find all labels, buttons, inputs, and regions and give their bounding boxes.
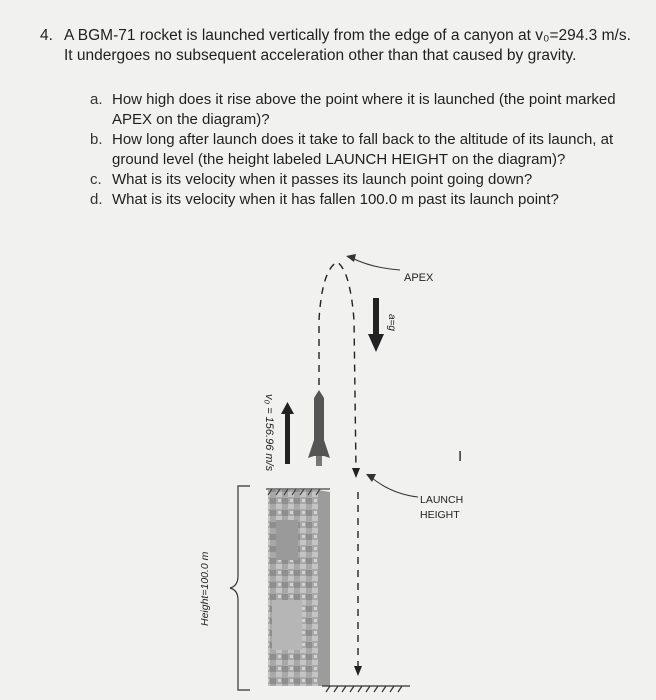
part-letter: a.	[90, 91, 103, 108]
acceleration-label: a=g	[386, 314, 397, 331]
apex-label: APEX	[404, 272, 434, 284]
part-letter: d.	[90, 191, 103, 208]
launch-label-line1: LAUNCH	[420, 494, 464, 506]
part-letter: c.	[90, 171, 102, 188]
launch-label-line2: HEIGHT	[420, 509, 460, 521]
height-bracket	[230, 486, 250, 690]
part-text: What is its velocity when it has fallen 100.0 m past its launch point?	[112, 191, 559, 208]
bottom-ground-hatch	[322, 686, 410, 692]
launch-height-leader	[366, 474, 418, 497]
velocity-label: v₀ = 156.96 m/s	[263, 394, 275, 472]
text-cursor-icon: I	[458, 448, 463, 465]
question-number: 4.	[40, 27, 53, 44]
part-text: How high does it rise above the point where it is launched (the point marked APEX on the diagram)?	[112, 91, 616, 128]
gravity-arrow	[368, 298, 384, 352]
velocity-arrow	[281, 402, 294, 464]
height-label: Height=100.0 m	[199, 551, 211, 626]
canyon-wall	[268, 490, 330, 686]
part-text: What is its velocity when it passes its launch point going down?	[112, 171, 533, 188]
rocket	[308, 390, 330, 466]
part-letter: b.	[90, 131, 103, 148]
problem-statement: A BGM-71 rocket is launched vertically from the edge of a canyon at v₀=294.3 m/s. It undergoes no subsequent acceleration other than that caused by gravity.	[64, 27, 631, 64]
part-text: How long after launch does it take to fall back to the altitude of its launch, at ground level (the height labeled LAUNCH HEIGHT on the diagram)?	[112, 131, 614, 168]
apex-leader	[346, 254, 400, 270]
